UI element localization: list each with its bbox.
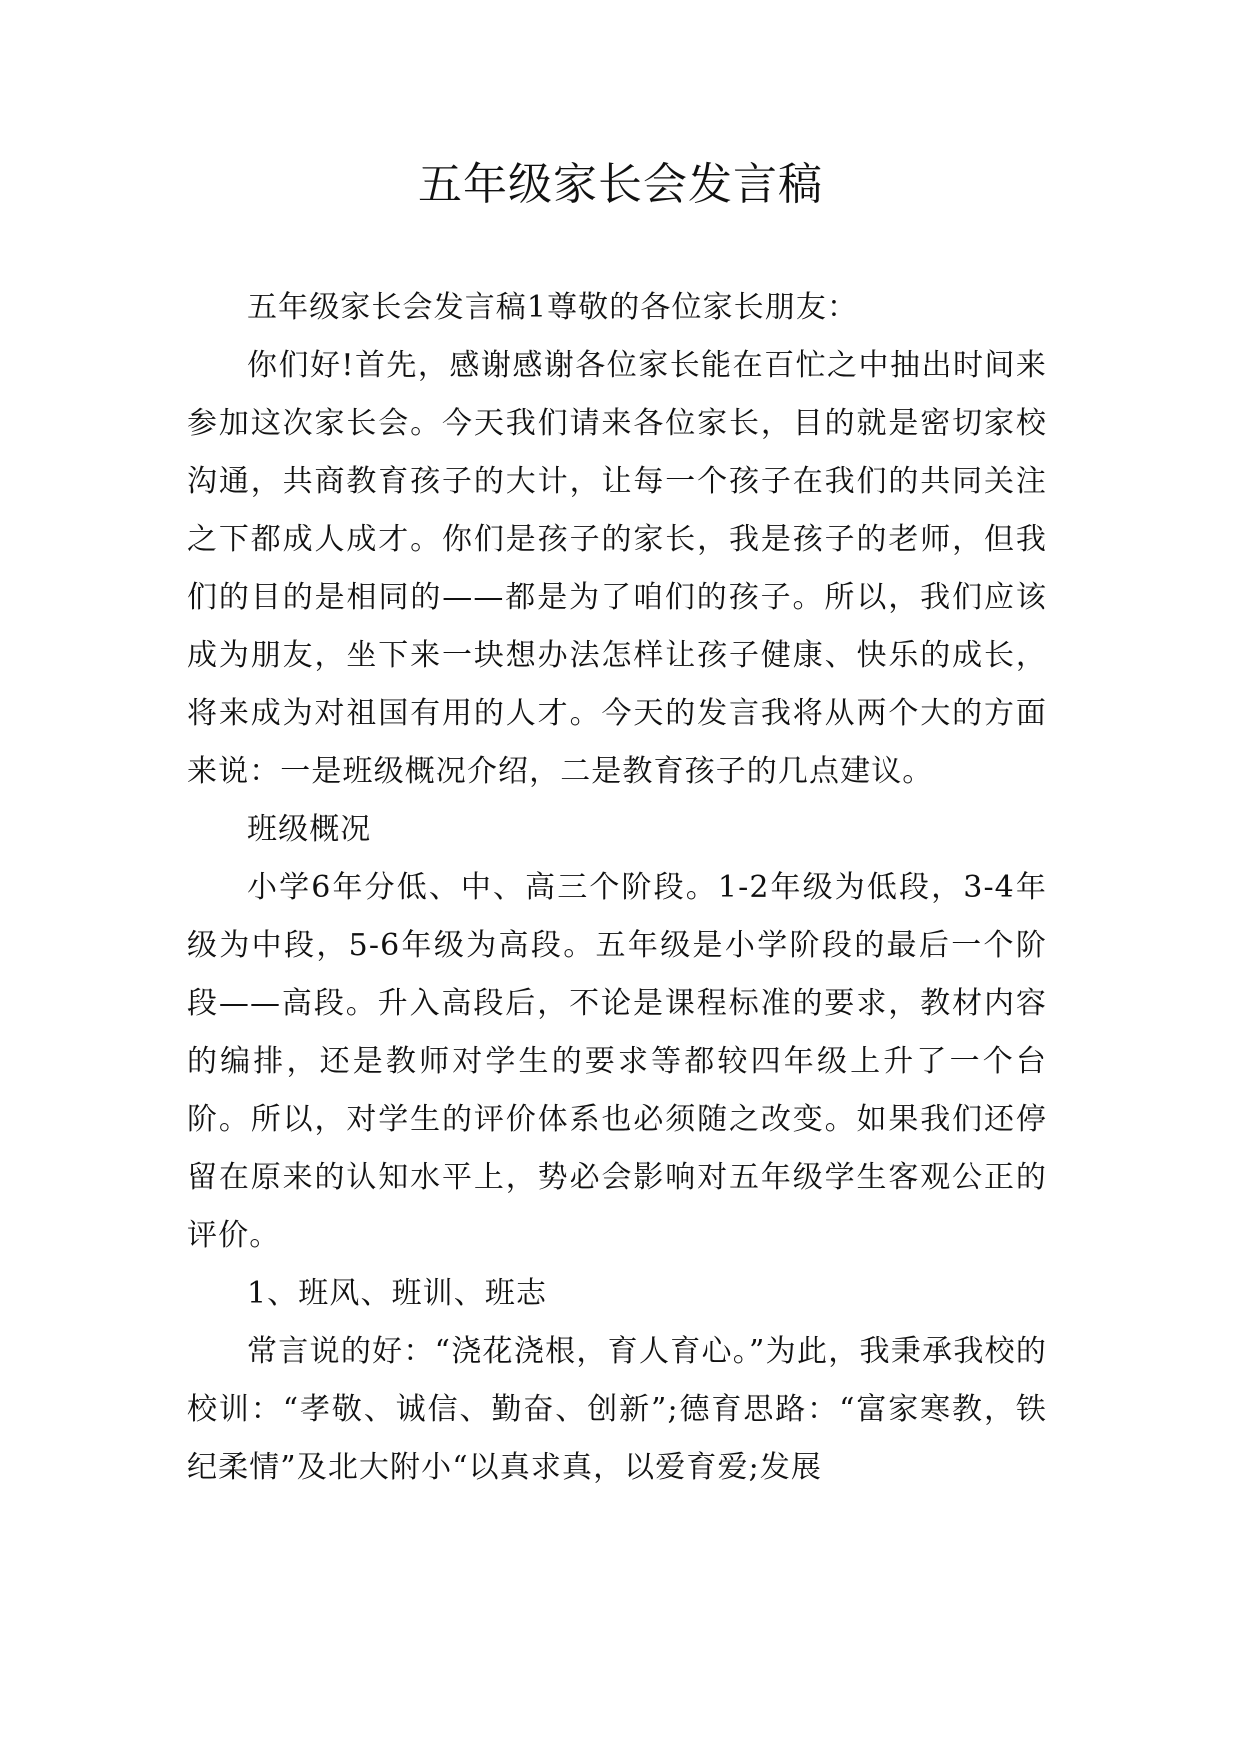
document-title: 五年级家长会发言稿: [418, 159, 823, 210]
paragraph-class-overview: 小学6年分低、中、高三个阶段。1-2年级为低段，3-4年级为中段，5-6年级为高段。五年级是小学阶段的最后一个阶段——高段。升入高段后，不论是课程标准的要求，教材内容的编排，还是教师对学生的要求等都较四年级上升了一个台阶。所以，对学生的评价体系也必须随之改变。如果我们还停留在原来的认知水平上，势必会影响对五年级学生客观公正的评价。: [187, 870, 1047, 1253]
subsection-heading-class-motto: 1、班风、班训、班志: [247, 1276, 548, 1311]
paragraph-class-motto: 常言说的好：“浇花浇根，育人育心。”为此，我秉承我校的校训：“孝敬、诚信、勤奋、创新”;德育思路：“富家寒教，铁纪柔情”及北大附小“以真求真，以爱育爱;发展: [187, 1334, 1047, 1485]
document-body: [187, 279, 1047, 1497]
paragraph-opening: 你们好!首先，感谢感谢各位家长能在百忙之中抽出时间来参加这次家长会。今天我们请来各位家长，目的就是密切家校沟通，共商教育孩子的大计，让每一个孩子在我们的共同关注之下都成人成才。你们是孩子的家长，我是孩子的老师，但我们的目的是相同的——都是为了咱们的孩子。所以，我们应该成为朋友，坐下来一块想办法怎样让孩子健康、快乐的成长，将来成为对祖国有用的人才。今天的发言我将从两个大的方面来说：一是班级概况介绍，二是教育孩子的几点建议。: [187, 348, 1047, 789]
paragraph-greeting: 五年级家长会发言稿1尊敬的各位家长朋友：: [247, 290, 859, 325]
section-heading-class-overview: 班级概况: [247, 812, 372, 847]
